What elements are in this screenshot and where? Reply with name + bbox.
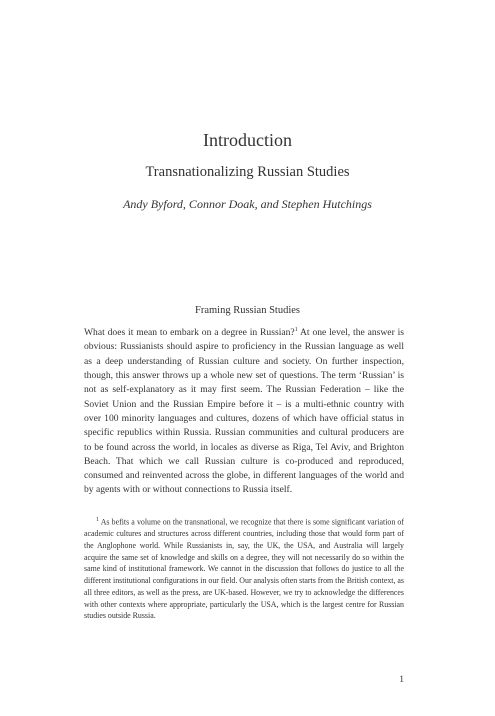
footnote-text: As befits a volume on the transnational, we recognize that there is some significant variation of academic cultures and structures across different countries, including those that would form part of the Anglophone world. While Russianists in, say, the UK, the USA, and Australia will largely acquire the same set of knowledge and skills on a degree, they will not necessarily do so within the same kind of institutional framework. We cannot in the discussion that follows do justice to all the different institutional configurations in our field. Our analysis often starts from the British context, as all three editors, as well as the press, are UK-based. However, we try to acknowledge the differences with other contexts where appropriate, particularly the USA, which is the largest centre for Russian studies outside Russia. <box>84 517 404 621</box>
chapter-title: Introduction <box>203 130 292 150</box>
section-heading: Framing Russian Studies <box>194 305 300 316</box>
chapter-subtitle: Transnationalizing Russian Studies <box>145 164 350 180</box>
page-number: 1 <box>399 675 404 685</box>
paragraph-text-start: What does it mean to embark on a degree in Russian? <box>84 327 295 339</box>
footnote-reference[interactable]: 1 <box>294 327 298 333</box>
footnote-marker: 1 <box>96 517 99 523</box>
paragraph-text-rest: At one level, the answer is obvious: Russianists should aspire to proficiency in the Russian language as well as a deep understanding of Russian culture and society. On further inspection, though, this answer throws up a whole new set of questions. The term ‘Russian’ is not as self-explanatory as it may first seem. The Russian Federation – like the Soviet Union and the Russian Empire before it – is a multi-ethnic country with over 100 minority languages and cultures, dozens of which have official status in specific republics within Russia. Russian communities and cultural producers are to be found across the world, in locales as diverse as Riga, Tel Aviv, and Brighton Beach. That which we call Russian culture is co-produced and reproduced, consumed and reinvented across the globe, in different languages of the world and by agents with or without connections to Russia itself. <box>84 327 405 496</box>
chapter-authors: Andy Byford, Connor Doak, and Stephen Hutchings <box>123 197 372 211</box>
footnote <box>84 515 404 622</box>
body-paragraph <box>84 323 404 498</box>
